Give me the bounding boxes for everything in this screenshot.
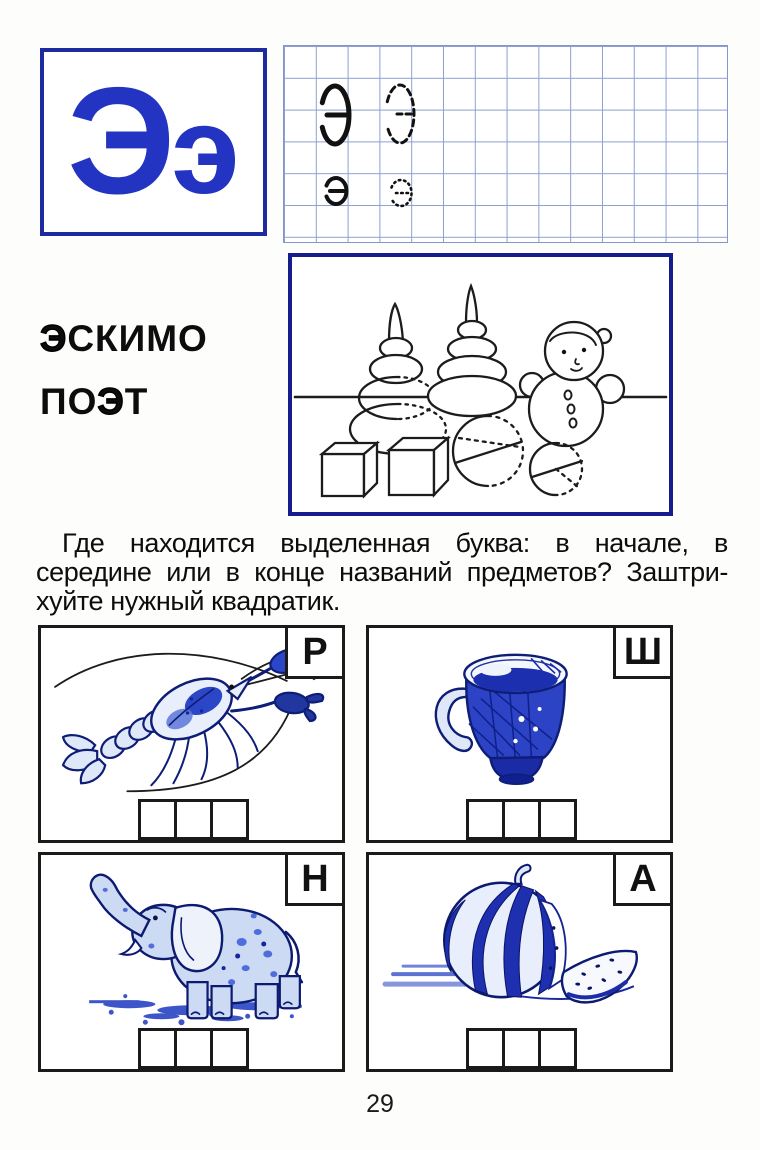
answer-square-middle[interactable] — [502, 1028, 541, 1069]
letter-card — [40, 48, 267, 236]
answer-square-middle[interactable] — [502, 799, 541, 840]
card-letter: Ш — [613, 628, 670, 679]
card-letter: А — [613, 855, 670, 906]
instruction-line: середине или в конце названий предметов? Заштри- — [36, 557, 728, 587]
answer-square-end[interactable] — [538, 799, 577, 840]
answer-square-end[interactable] — [538, 1028, 577, 1069]
answer-squares — [466, 1028, 574, 1069]
word-poet: ПОЭТ — [40, 381, 149, 422]
task-instruction — [36, 529, 728, 616]
handwriting-practice-grid[interactable] — [283, 45, 728, 243]
task-card-crayfish — [38, 625, 345, 843]
lowercase-letter: э — [171, 82, 240, 220]
card-letter: Р — [285, 628, 342, 679]
uppercase-letter: Э — [67, 56, 172, 226]
word-eskimo: ЭСКИМО — [40, 318, 208, 359]
page-number: 29 — [366, 1090, 394, 1118]
answer-squares — [466, 799, 574, 840]
grid-letter-traced-lowercase[interactable] — [387, 177, 415, 209]
task-card-cup — [366, 625, 673, 843]
card-letter: Н — [285, 855, 342, 906]
grid-letter-solid-uppercase — [317, 80, 353, 148]
toy-scene-illustration — [292, 257, 669, 512]
highlighted-letter: Э — [40, 318, 68, 359]
task-card-elephant — [38, 852, 345, 1072]
instruction-line: хуйте нужный квадратик. — [36, 586, 340, 616]
answer-square-begin[interactable] — [466, 1028, 505, 1069]
answer-squares — [138, 1028, 246, 1069]
instruction-line: Где находится выделенная буква: в начале, в — [62, 528, 728, 558]
answer-square-begin[interactable] — [466, 799, 505, 840]
answer-square-end[interactable] — [210, 1028, 249, 1069]
answer-square-middle[interactable] — [174, 1028, 213, 1069]
answer-square-middle[interactable] — [174, 799, 213, 840]
toy-scene-box — [288, 253, 673, 516]
answer-square-begin[interactable] — [138, 799, 177, 840]
grid-letter-solid-lowercase — [322, 175, 350, 207]
answer-squares — [138, 799, 246, 840]
highlighted-letter: Э — [97, 381, 125, 422]
grid-letter-traced-uppercase[interactable] — [382, 79, 418, 147]
letter-pair — [67, 56, 240, 226]
answer-square-end[interactable] — [210, 799, 249, 840]
task-card-watermelon — [366, 852, 673, 1072]
answer-square-begin[interactable] — [138, 1028, 177, 1069]
